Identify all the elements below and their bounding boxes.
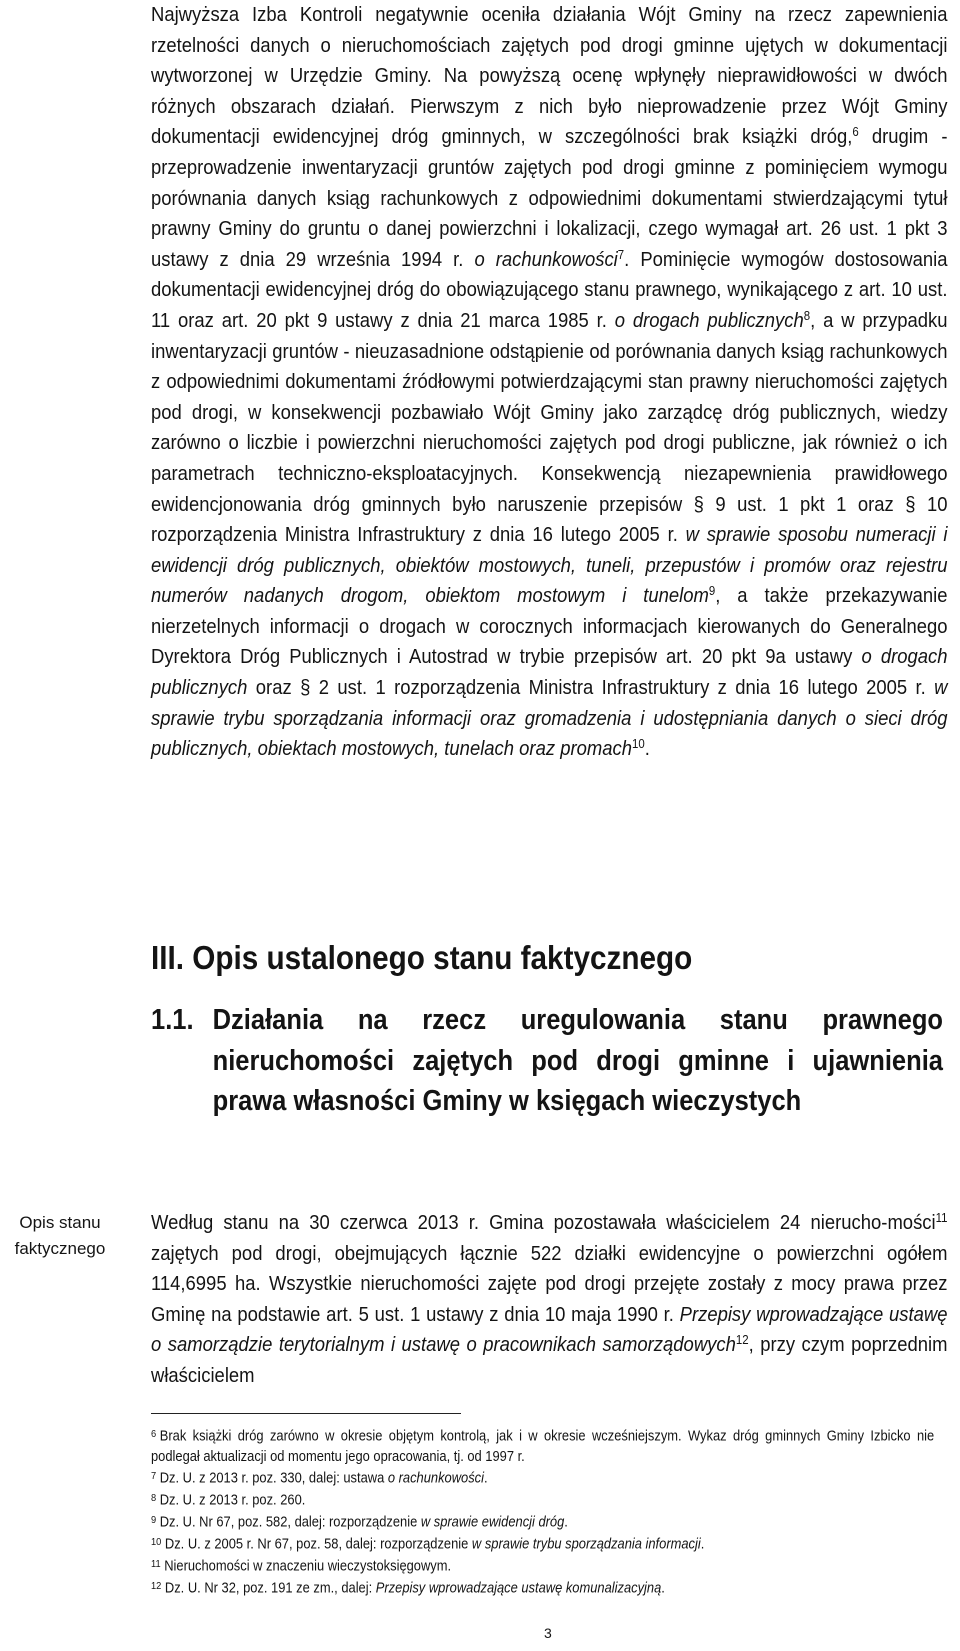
footnote-text: Dz. U. z 2013 r. poz. 260. xyxy=(159,1492,306,1509)
footnote xyxy=(151,1555,934,1577)
footnote-number: 12 xyxy=(151,1580,162,1592)
footnote-text: . xyxy=(483,1470,488,1487)
footnote-text: . xyxy=(661,1580,665,1597)
footnote-ref-11[interactable]: 11 xyxy=(935,1210,948,1226)
footnote xyxy=(151,1577,934,1599)
footnote-ref-7[interactable]: 7 xyxy=(617,246,625,262)
footnote-number: 10 xyxy=(151,1537,162,1549)
section-sign: § xyxy=(905,492,916,516)
italic-regulation-title: w sprawie sposobu numeracji i ewidencji dróg publicznych, obiektów mostowych, tuneli, przepustów i promów oraz rejestru numerów nadanych drogom, obiektom mostowym i tunelom xyxy=(151,523,948,608)
italic-act-title: o drogach publicznych xyxy=(151,645,948,700)
text-run: oraz xyxy=(247,676,301,700)
footnote-number: 6 xyxy=(151,1429,157,1440)
footnote-ref-10[interactable]: 10 xyxy=(631,736,645,752)
text-run: Według stanu na 30 czerwca 2013 r. Gmina pozostawała właścicielem 24 nierucho-mości xyxy=(151,1211,936,1234)
footnote-text: Dz. U. z 2013 r. poz. 330, dalej: ustawa xyxy=(159,1470,388,1487)
text-run: Najwyższa Izba Kontroli negatywnie oceniła działania Wójt Gminy na rzecz zapewnienia rzetelności danych o nieruchomościach zajętych pod drogi gminne ujętych w dokumentacji wytworzonej w Urzędzie Gminy. Na powyższą ocenę wpłynęły nieprawidłowości w dwóch różnych obszarach działań. Pierwszym z nich było nieprowadzenie przez Wójt Gminy dokumentacji ewidencyjnej dróg gminnych, w szczególności brak książki dróg, xyxy=(151,3,948,149)
page-number: 3 xyxy=(544,1625,552,1641)
text-run: , przy czym poprzednim właścicielem xyxy=(151,1333,948,1387)
footnote-italic: w sprawie trybu sporządzania informacji xyxy=(471,1536,701,1553)
footnote-text: . xyxy=(700,1536,705,1553)
text-run: drugim - przeprowadzenie inwentaryzacji gruntów zajętych pod drogi gminne z pominięciem wymogu porównania danych ksiąg rachunkowych z odpowiednimi dokumentami stwierdzającymi tytuł prawny Gminy do gruntu o danej powierzchni i lokalizacji, czego wymagał art. 26 ust. 1 pkt 3 ustawy z dnia 29 września 1994 r. xyxy=(151,125,948,271)
footnote xyxy=(151,1425,934,1467)
margin-note xyxy=(0,1210,120,1262)
footnote-text: Dz. U. Nr 67, poz. 582, dalej: rozporządzenie xyxy=(159,1514,421,1531)
footnote-text: Brak książki dróg zarówno w okresie objętym kontrolą, jak i w okresie wcześniejszym. Wykaz dróg gminnych Gminy Izbicko nie podlegał aktualizacji od momentu jego opracowania, tj. od 1997 r. xyxy=(151,1428,935,1465)
footnote-italic: w sprawie ewidencji dróg xyxy=(420,1514,565,1531)
text-run: zajętych pod drogi, obejmujących łącznie 522 działki ewidencyjne o powierzchni ogółem 114,6995 ha. Wszystkie nieruchomości zajęte pod drogi przejęte zostały z mocy prawa przez Gminę na podstawie art. 5 ust. 1 ustawy z dnia 10 maja 1990 r. xyxy=(151,1241,948,1326)
footnote-text: Dz. U. Nr 32, poz. 191 ze zm., dalej: xyxy=(164,1580,376,1597)
text-run: , a także przekazywanie nierzetelnych informacji o drogach w corocznych informacjach kierowanych do Generalnego Dyrektora Dróg Publicznych i Autostrad w trybie przepisów art. 20 pkt 9a ustawy xyxy=(151,584,948,669)
text-run: , a w przypadku inwentaryzacji gruntów - nieuzasadnione odstąpienie od porównania danych ksiąg rachunkowych z odpowiednimi dokumentami źródłowymi potwierdzającymi stan prawny nieruchomości zajętych pod drogi, w konsekwencji pozbawiało Wójt Gminy jako zarządcę dróg publicznych, wiedzy zarówno o liczbie i powierzchni nieruchomości zajętych pod drogi publiczne, jak również o ich parametrach techniczno-eksploatacyjnych. Konsekwencją niezapewnienia prawidłowego ewidencjonowania dróg gminnych było naruszenie przepisów xyxy=(151,308,948,516)
footnote-number: 8 xyxy=(151,1493,157,1505)
italic-regulation-title: w sprawie trybu sporządzania informacji oraz gromadzenia i udostępniania danych o sieci dróg publicznych, obiektach mostowych, tunelach oraz promach xyxy=(151,676,948,761)
footnote-italic: o rachunkowości xyxy=(387,1470,484,1487)
text-run: 10 rozporządzenia Ministra Infrastruktury z dnia 16 lutego 2005 r. xyxy=(151,492,948,547)
footnote-number: 7 xyxy=(151,1471,157,1483)
text-run: . Pominięcie wymogów dostosowania dokumentacji ewidencyjnej dróg do obowiązującego stanu prawnego, wynikającego z art. 10 ust. 11 oraz art. 20 pkt 9 ustawy z dnia 21 marca 1985 r. xyxy=(151,247,948,332)
footnote-ref-6[interactable]: 6 xyxy=(852,124,859,140)
paragraph-property-status xyxy=(151,1208,948,1392)
text-run: 9 ust. 1 pkt 1 oraz xyxy=(703,492,906,516)
footnote xyxy=(151,1489,934,1511)
section-title: Działania na rzecz uregulowania stanu prawnego nieruchomości zajętych pod drogi gminne i ujawnienia prawa własności Gminy w księgach wieczystych xyxy=(212,1004,944,1117)
footnotes-list xyxy=(151,1425,934,1599)
footnote-ref-12[interactable]: 12 xyxy=(735,1332,749,1348)
margin-note-line: faktycznego xyxy=(14,1239,106,1258)
footnote-text: . xyxy=(564,1514,568,1531)
text-run: 2 ust. 1 rozporządzenia Ministra Infrastruktury z dnia 16 lutego 2005 r. xyxy=(310,676,935,700)
section-heading xyxy=(151,1000,943,1122)
footnote-ref-8[interactable]: 8 xyxy=(803,307,811,323)
footnote xyxy=(151,1467,934,1489)
italic-act-title: Przepisy wprowadzające ustawę o samorządzie terytorialnym i ustawę o pracownikach samorządowych xyxy=(151,1302,948,1357)
footnote-text: Dz. U. z 2005 r. Nr 67, poz. 58, dalej: rozporządzenie xyxy=(164,1536,472,1553)
footnote-separator xyxy=(151,1413,461,1414)
text-run: . xyxy=(644,737,650,761)
footnote-text: Nieruchomości w znaczeniu wieczystoksięgowym. xyxy=(164,1558,452,1575)
margin-note-line: Opis stanu xyxy=(19,1213,101,1232)
footnote xyxy=(151,1511,934,1533)
section-number: 1.1. xyxy=(151,1004,194,1036)
footnote-ref-9[interactable]: 9 xyxy=(708,583,716,599)
section-sign: § xyxy=(300,676,311,700)
section-sign: § xyxy=(693,492,704,516)
italic-act-title: o rachunkowości xyxy=(474,247,618,271)
chapter-heading: III. Opis ustalonego stanu faktycznego xyxy=(151,939,693,976)
footnote-number: 11 xyxy=(151,1558,161,1570)
footnote-italic: Przepisy wprowadzające ustawę komunalizacyjną xyxy=(375,1580,662,1597)
italic-act-title: o drogach publicznych xyxy=(614,308,804,332)
paragraph-audit-assessment xyxy=(151,0,948,765)
footnote xyxy=(151,1533,934,1555)
footnote-number: 9 xyxy=(151,1515,157,1527)
